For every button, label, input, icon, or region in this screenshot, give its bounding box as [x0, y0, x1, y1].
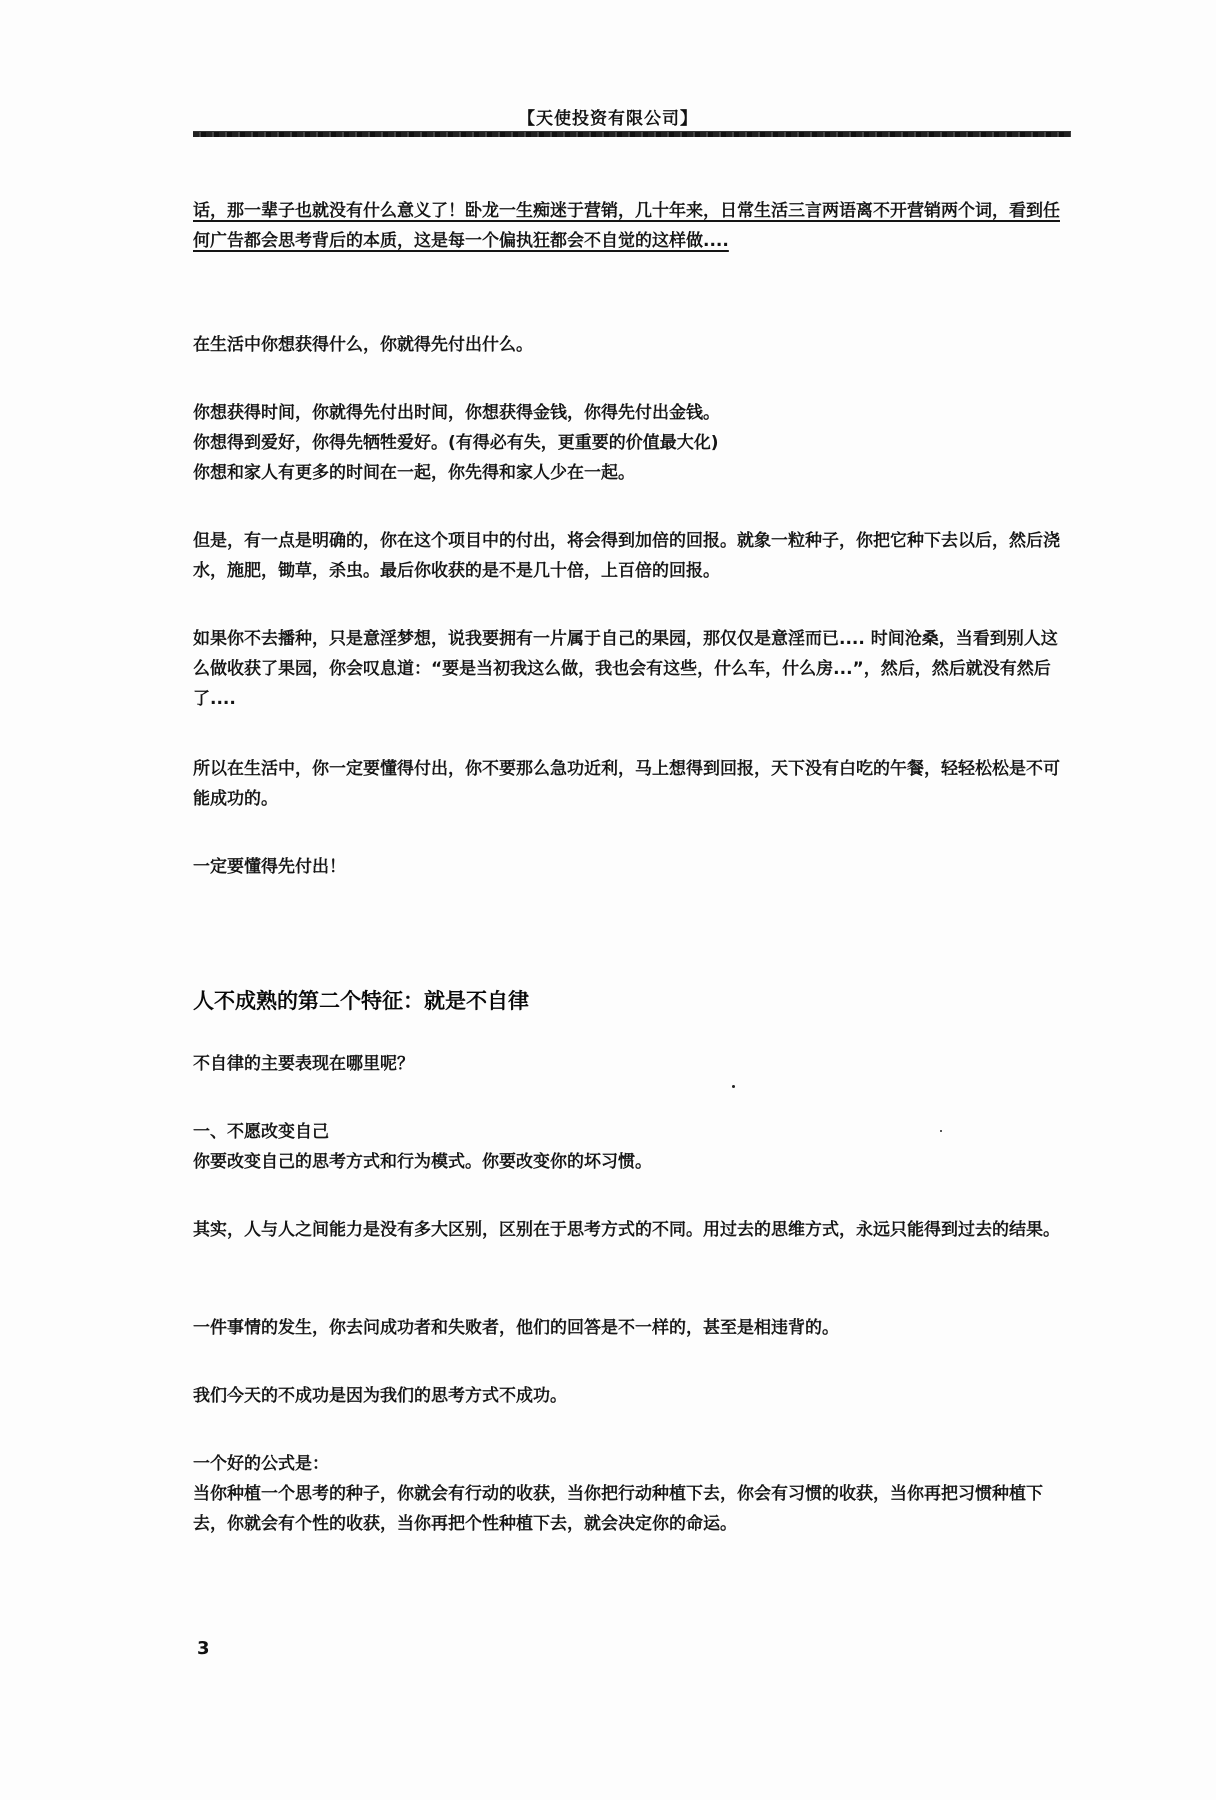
paragraph-change-habits: 你要改变自己的思考方式和行为模式。你要改变你的坏习惯。 — [193, 1152, 652, 1172]
paragraph-question: 不自律的主要表现在哪里呢？ — [193, 1054, 414, 1074]
paragraph-orchard: 如果你不去播种，只是意淫梦想，说我要拥有一片属于自己的果园，那仅仅是意淫而已.... 时间沧桑，当看到别人这么做收获了果园，你会叹息道：“要是当初我这么做，我也会有这些，什么车，什么房...”，然后，然后就没有然后了.... — [193, 629, 1058, 709]
paragraph-thinking-difference: 其实，人与人之间能力是没有多大区别，区别在于思考方式的不同。用过去的思维方式，永远只能得到过去的结果。 — [193, 1220, 1060, 1240]
scan-speck — [732, 1085, 735, 1088]
page-number: 3 — [197, 1638, 210, 1659]
paragraph-no-free-lunch: 所以在生活中，你一定要懂得付出，你不要那么急功近利，马上想得到回报，天下没有白吃的午餐，轻轻松松是不可能成功的。 — [193, 759, 1060, 809]
header-company-name: 【天使投资有限公司】 — [518, 109, 698, 129]
section-heading: 人不成熟的第二个特征：就是不自律 — [193, 989, 529, 1013]
paragraph-formula-label: 一个好的公式是： — [193, 1454, 329, 1474]
paragraph-hobby: 你想得到爱好，你得先牺牲爱好。(有得必有失，更重要的价值最大化) — [193, 433, 719, 453]
paragraph-seed-metaphor: 但是，有一点是明确的，你在这个项目中的付出，将会得到加倍的回报。就象一粒种子，你把它种下去以后，然后浇水，施肥，锄草，杀虫。最后你收获的是不是几十倍，上百倍的回报。 — [193, 531, 1060, 581]
paragraph-time-money: 你想获得时间，你就得先付出时间，你想获得金钱，你得先付出金钱。 — [193, 403, 720, 423]
paragraph-point-one: 一、不愿改变自己 — [193, 1122, 329, 1142]
scan-speck — [940, 1130, 942, 1132]
paragraph-formula: 当你种植一个思考的种子，你就会有行动的收获，当你把行动种植下去，你会有习惯的收获，当你再把习惯种植下去，你就会有个性的收获，当你再把个性种植下去，就会决定你的命运。 — [193, 1484, 1043, 1534]
paragraph-success-failure: 一件事情的发生，你去问成功者和失败者，他们的回答是不一样的，甚至是相违背的。 — [193, 1318, 839, 1338]
paragraph-give-to-get: 在生活中你想获得什么，你就得先付出什么。 — [193, 335, 533, 355]
paragraph-family: 你想和家人有更多的时间在一起，你先得和家人少在一起。 — [193, 463, 635, 483]
paragraph-give-first: 一定要懂得先付出！ — [193, 857, 346, 877]
paragraph-intro-underlined: 话，那一辈子也就没有什么意义了！卧龙一生痴迷于营销，几十年来，日常生活三言两语离不开营销两个词，看到任何广告都会思考背后的本质，这是每一个偏执狂都会不自觉的这样做.... — [193, 201, 1060, 251]
header-divider — [193, 131, 1071, 137]
paragraph-not-successful: 我们今天的不成功是因为我们的思考方式不成功。 — [193, 1386, 567, 1406]
